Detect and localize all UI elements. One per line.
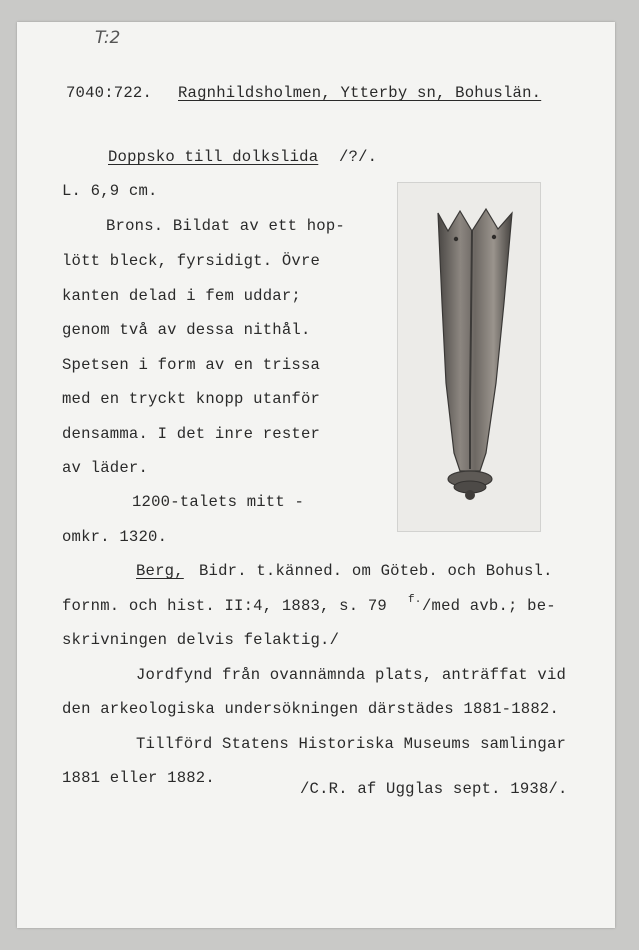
- dating-line: 1200-talets mitt -: [132, 493, 305, 511]
- description-line: densamma. I det inre rester: [62, 425, 321, 443]
- reference-page-suffix: f.: [408, 594, 422, 606]
- reference-author: Berg,: [136, 562, 184, 580]
- object-photo: [397, 182, 541, 532]
- object-title-query: /?/.: [339, 148, 378, 166]
- catalog-number: 7040:722.: [66, 84, 153, 102]
- length: L. 6,9 cm.: [62, 182, 158, 200]
- reference-line: Bidr. t.känned. om Göteb. och Bohusl.: [199, 562, 553, 580]
- find-context-line: Jordfynd från ovannämnda plats, anträffat vid: [136, 666, 567, 684]
- find-location: Ragnhildsholmen, Ytterby sn, Bohuslän.: [178, 84, 542, 102]
- reference-line: fornm. och hist. II:4, 1883, s. 79: [62, 597, 387, 615]
- accession-line: 1881 eller 1882.: [62, 769, 215, 787]
- catalog-card: [17, 22, 615, 928]
- object-title: Doppsko till dolkslida: [108, 148, 319, 166]
- handwritten-mark: T:2: [95, 28, 121, 48]
- dating-line: omkr. 1320.: [62, 528, 168, 546]
- reference-line: skrivningen delvis felaktig./: [62, 631, 340, 649]
- find-context-line: den arkeologiska undersökningen därstädes 1881-1882.: [62, 700, 560, 718]
- description-line: kanten delad i fem uddar;: [62, 287, 301, 305]
- reference-line: /med avb.; be-: [422, 597, 556, 615]
- description-line: genom två av dessa nithål.: [62, 321, 311, 339]
- description-line: med en tryckt knopp utanför: [62, 390, 321, 408]
- signature: /C.R. af Ugglas sept. 1938/.: [300, 780, 568, 798]
- description-line: lött bleck, fyrsidigt. Övre: [62, 252, 321, 270]
- description-line: Spetsen i form av en trissa: [62, 356, 321, 374]
- chape-image: [398, 183, 540, 531]
- description-line: Brons. Bildat av ett hop-: [106, 217, 345, 235]
- accession-line: Tillförd Statens Historiska Museums samlingar: [136, 735, 567, 753]
- description-line: av läder.: [62, 459, 149, 477]
